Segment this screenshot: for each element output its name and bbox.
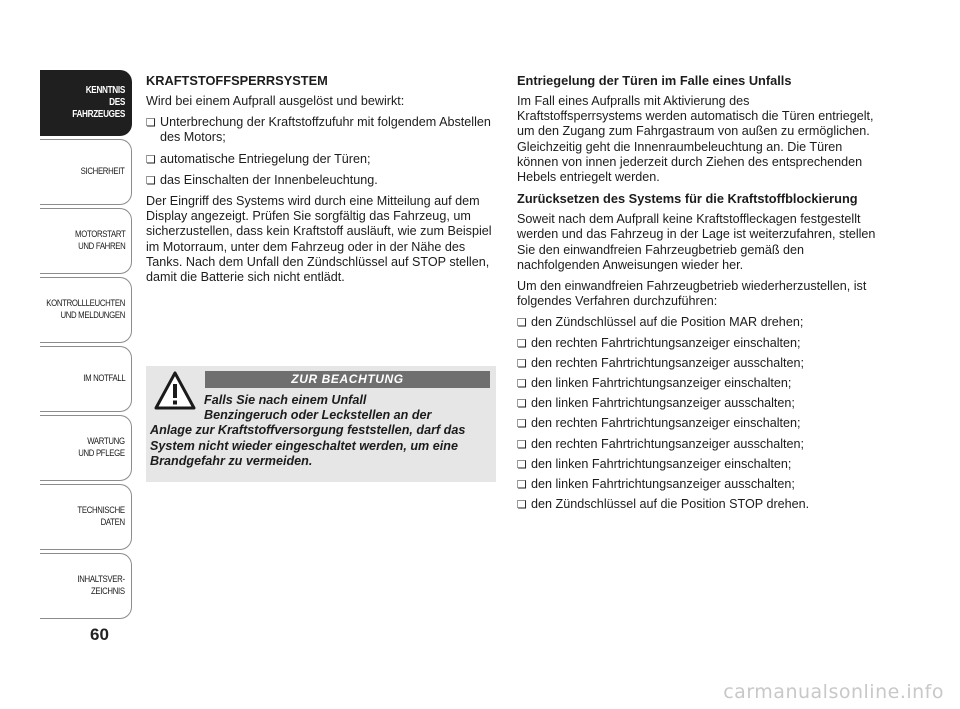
warning-line: Falls Sie nach einem Unfall — [204, 393, 367, 407]
section-heading: Zurücksetzen des Systems für die Kraftstoffblockierung — [517, 191, 858, 207]
tab-label: KENNTNIS DES FAHRZEUGES — [72, 85, 125, 120]
section-heading: Entriegelung der Türen im Falle eines Unfalls — [517, 73, 792, 88]
list-item: ❏ den rechten Fahrtrichtungsanzeiger ausschalten; — [517, 437, 877, 452]
list-item: ❏ das Einschalten der Innenbeleuchtung. — [146, 173, 498, 188]
list-item: ❏ den rechten Fahrtrichtungsanzeiger einschalten; — [517, 416, 877, 431]
list-item: ❏ den linken Fahrtrichtungsanzeiger einschalten; — [517, 457, 877, 472]
tab-label: IM NOTFALL — [82, 373, 125, 384]
watermark: carmanualsonline.info — [723, 681, 944, 703]
list-item: ❏ den rechten Fahrtrichtungsanzeiger ausschalten; — [517, 356, 877, 371]
list-item: ❏ den linken Fahrtrichtungsanzeiger ausschalten; — [517, 396, 877, 411]
list-item: ❏ den linken Fahrtrichtungsanzeiger einschalten; — [517, 376, 877, 391]
tab-wartung-und-pflege[interactable] — [40, 415, 132, 481]
tab-label: MOTORSTART UND FAHREN — [74, 229, 125, 252]
list-item: ❏ den Zündschlüssel auf die Position STOP drehen. — [517, 497, 877, 512]
warning-line: Benzingeruch oder Leckstellen an der — [204, 408, 432, 423]
warning-text — [150, 393, 492, 469]
tab-label: WARTUNG UND PFLEGE — [78, 436, 125, 459]
tab-motorstart-und-fahren[interactable] — [40, 208, 132, 274]
warning-rest: Anlage zur Kraftstoffversorgung feststellen, darf das System nicht wieder eingeschaltet werden, um eine Brandgefahr zu vermeiden. — [150, 423, 466, 468]
section-paragraph: Um den einwandfreien Fahrzeugbetrieb wiederherzustellen, ist folgendes Verfahren durchzuführen: — [517, 279, 867, 309]
tab-label: TECHNISCHE DATEN — [77, 505, 125, 528]
list-item: ❏ den linken Fahrtrichtungsanzeiger ausschalten; — [517, 477, 877, 492]
tab-label: KONTROLLLEUCHTEN UND MELDUNGEN — [46, 298, 125, 321]
reset-steps-list — [517, 315, 877, 512]
section-heading: KRAFTSTOFFSPERRSYSTEM — [146, 73, 328, 88]
warning-title: ZUR BEACHTUNG — [205, 371, 490, 388]
tab-kenntnis-des-fahrzeuges[interactable] — [40, 70, 132, 136]
page-number: 60 — [90, 625, 109, 644]
section-paragraph: Der Eingriff des Systems wird durch eine Mitteilung auf dem Display angezeigt. Prüfen Sie sorgfältig das Fahrzeug, um sicherzustellen, dass kein Kraftstoff ausläuft, wie zum Beispiel im Motorraum, unter dem Fahrzeug oder in der Nähe des Tanks. Nach dem Unfall den Zündschlüssel auf STOP stellen, damit die Batterie sich nicht entlädt. — [146, 194, 492, 285]
list-item: ❏ den Zündschlüssel auf die Position MAR drehen; — [517, 315, 877, 330]
section-paragraph: Im Fall eines Aufpralls mit Aktivierung des Kraftstoffsperrsystems werden automatisch die Türen entriegelt, um den Zugang zum Fahrgastraum von außen zu ermöglichen. Gleichzeitig geht die Innenraumbeleuchtung an. Die Türen können von innen jederzeit durch Ziehen des entsprechenden Hebels entriegelt werden. — [517, 94, 874, 185]
list-item: ❏ automatische Entriegelung der Türen; — [146, 152, 498, 167]
list-item: ❏ Unterbrechung der Kraftstoffzufuhr mit folgendem Abstellen des Motors; — [146, 115, 498, 145]
list-item: ❏ den rechten Fahrtrichtungsanzeiger einschalten; — [517, 336, 877, 351]
door-release-section — [517, 73, 877, 517]
tab-technische-daten[interactable] — [40, 484, 132, 550]
section-paragraph: Soweit nach dem Aufprall keine Kraftstoffleckagen festgestellt werden und das Fahrzeug in der Lage ist weiterzufahren, stellen Sie den einwandfreien Fahrzeugbetrieb gemäß den nachfolgenden Anweisungen wieder her. — [517, 212, 876, 272]
chapter-tabs — [40, 70, 132, 620]
tab-im-notfall[interactable] — [40, 346, 132, 412]
tab-label: SICHERHEIT — [81, 166, 125, 177]
fuel-cutoff-section — [146, 73, 498, 291]
tab-kontrollleuchten-und-meldungen[interactable] — [40, 277, 132, 343]
tab-label: INHALTSVER- ZEICHNIS — [77, 574, 125, 597]
tab-inhaltsverzeichnis[interactable] — [40, 553, 132, 619]
section-intro: Wird bei einem Aufprall ausgelöst und bewirkt: — [146, 94, 405, 108]
warning-box — [146, 366, 496, 482]
tab-sicherheit[interactable] — [40, 139, 132, 205]
